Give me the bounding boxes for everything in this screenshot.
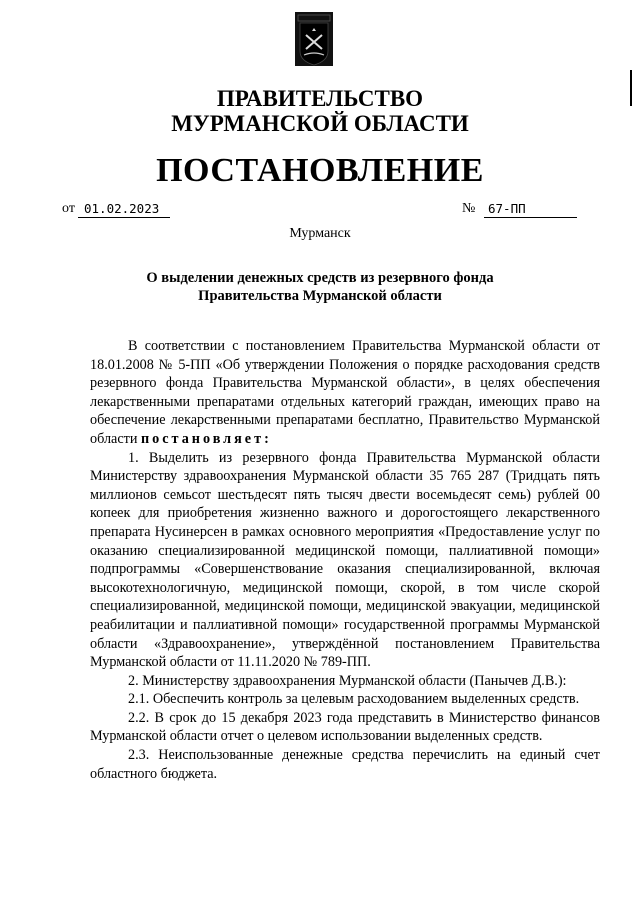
date-label: от bbox=[62, 201, 75, 216]
paragraph-2-3: 2.3. Неиспользованные денежные средства перечислить на единый счет областного бюджета. bbox=[90, 747, 600, 782]
document-subject bbox=[100, 269, 540, 305]
paragraph-2: 2. Министерству здравоохранения Мурманской области (Панычев Д.В.): bbox=[128, 672, 567, 689]
document-body bbox=[90, 337, 600, 783]
subject-line-1: О выделении денежных средств из резервного фонда bbox=[146, 270, 494, 286]
document-type: ПОСТАНОВЛЕНИЕ bbox=[156, 152, 484, 189]
issuer-line-1: ПРАВИТЕЛЬСТВО bbox=[216, 86, 424, 111]
number-label: № bbox=[462, 201, 476, 216]
issuer-block bbox=[0, 86, 640, 136]
paragraph-2-2: 2.2. В срок до 15 декабря 2023 года представить в Министерство финансов Мурманской области отчет о целевом использовании выделенных средств. bbox=[90, 709, 600, 745]
decree-word: постановляет: bbox=[140, 430, 272, 447]
preamble-text: В соответствии с постановлением Правительства Мурманской области от 18.01.2008 № 5-ПП «Об утверждении Положения о порядке расходования средств резервного фонда Правительства Мурманской области», в целях обеспечения лекарственными препаратами отдельных категорий граждан, имеющих право на обеспечение лекарственными препаратами бесплатно, Правительство Мурманской области bbox=[90, 338, 600, 447]
paragraph-2-1: 2.1. Обеспечить контроль за целевым расходованием выделенных средств. bbox=[128, 691, 580, 708]
coat-of-arms-icon bbox=[294, 11, 334, 67]
city: Мурманск bbox=[289, 226, 351, 241]
date-value: 01.02.2023 bbox=[78, 200, 170, 218]
paragraph-1: 1. Выделить из резервного фонда Правительства Мурманской области Министерству здравоохранения Мурманской области 35 765 287 (Тридцать пять миллионов семьсот шестьдесят пять тысяч двести восемьдесят семь) рублей 00 копеек для приобретения жизненно важного и дорогостоящего лекарственного препарата Нусинерсен в рамках основного мероприятия «Предоставление услуг по оказанию специализированной медицинской помощи, паллиативной помощи» подпрограммы «Совершенствование оказания специализированной, включая высокотехнологичную, медицинской помощи, скорой, в том числе скорой специализированной, медицинской помощи, медицинской эвакуации, медицинской реабилитации и паллиативной помощи» государственной программы Мурманской области «Здравоохранение», утверждённой постановлением Правительства Мурманской области от 11.11.2020 № 789-ПП. bbox=[90, 449, 600, 671]
issuer-line-2: МУРМАНСКОЙ ОБЛАСТИ bbox=[171, 111, 469, 136]
number-value: 67-ПП bbox=[484, 200, 577, 218]
subject-line-2: Правительства Мурманской области bbox=[198, 288, 442, 304]
preamble-paragraph bbox=[90, 337, 600, 449]
